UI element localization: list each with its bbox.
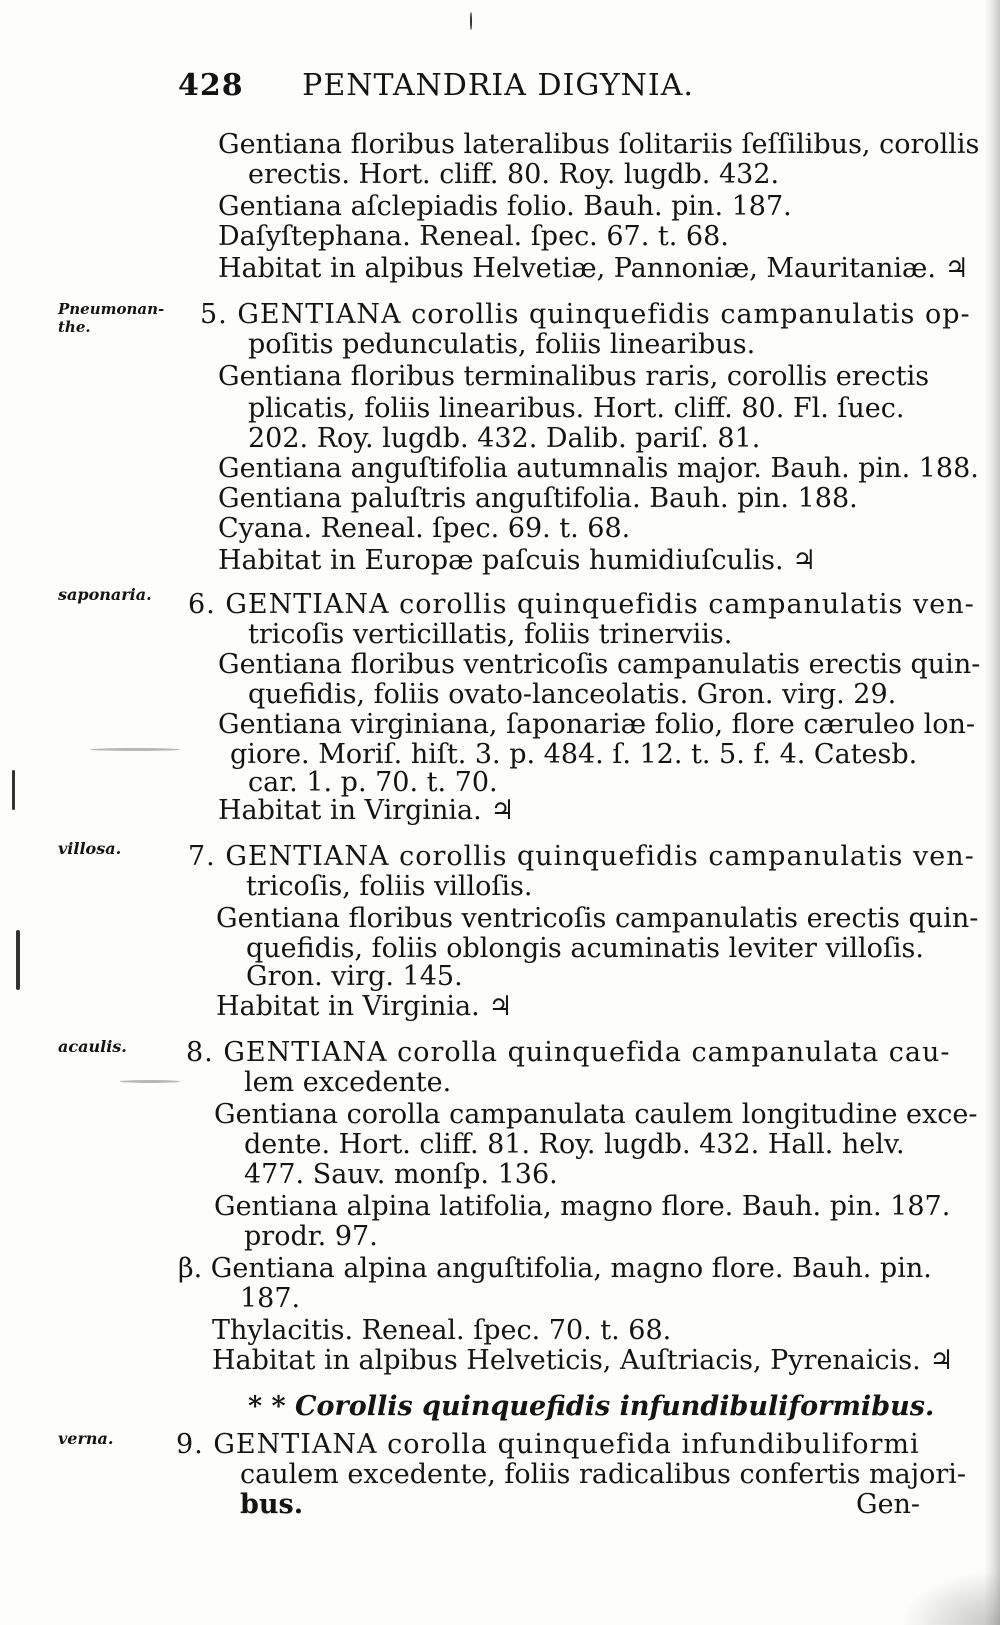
- text-line: caulem excedente, foliis radicalibus confertis majori-: [240, 1459, 967, 1490]
- text-line: 477. Sauv. monſp. 136.: [244, 1159, 558, 1190]
- margin-note-acaulis: acaulis.: [58, 1037, 127, 1056]
- text-line: Habitat in Virginia. ♃: [216, 991, 513, 1022]
- running-header: [178, 68, 694, 103]
- text-line: Gentiana paluſtris anguſtifolia. Bauh. pin. 188.: [218, 483, 858, 514]
- text-line: dente. Hort. cliff. 81. Roy. lugdb. 432. Hall. helv.: [244, 1129, 905, 1160]
- text-line: erectis. Hort. cliff. 80. Roy. lugdb. 432.: [248, 159, 780, 190]
- species-heading: 9. GENTIANA corolla quinquefida infundibuliformi: [176, 1429, 920, 1460]
- text-line: Gentiana anguſtifolia autumnalis major. Bauh. pin. 188.: [218, 453, 979, 484]
- margin-note-pneumonanthe: Pneumonan- the.: [58, 300, 165, 336]
- text-line: bus.: [240, 1489, 304, 1520]
- text-line: plicatis, foliis linearibus. Hort. cliff. 80. Fl. ſuec.: [248, 393, 905, 424]
- text-line: Gentiana aſclepiadis folio. Bauh. pin. 187.: [218, 191, 792, 222]
- text-line: Habitat in Virginia. ♃: [218, 795, 515, 826]
- text-line: lem excedente.: [244, 1067, 452, 1098]
- text-line: Gron. virg. 145.: [246, 961, 463, 992]
- page-edge-shadow: [984, 0, 1000, 1625]
- text-line: Habitat in alpibus Helvetiæ, Pannoniæ, Mauritaniæ. ♃: [218, 253, 969, 284]
- text-line: Gentiana virginiana, ſaponariæ folio, flore cæruleo lon-: [218, 709, 976, 740]
- scan-mark: [470, 12, 472, 30]
- text-line: Gentiana corolla campanulata caulem longitudine exce-: [214, 1099, 978, 1130]
- text-line: tricoſis, foliis villoſis.: [246, 871, 533, 902]
- text-line: Gentiana floribus ventricoſis campanulatis erectis quin-: [218, 649, 981, 680]
- text-line: Daſyſtephana. Reneal. ſpec. 67. t. 68.: [218, 221, 729, 252]
- running-title: PENTANDRIA DIGYNIA.: [302, 68, 694, 103]
- text-line: car. 1. p. 70. t. 70.: [248, 767, 498, 798]
- text-line: tricoſis verticillatis, foliis trinerviis.: [248, 619, 733, 650]
- species-heading: 8. GENTIANA corolla quinquefida campanulata cau-: [186, 1037, 951, 1068]
- margin-note-verna: verna.: [58, 1429, 114, 1448]
- corner-shadow: [900, 1570, 1000, 1625]
- text-line: quefidis, foliis ovato-lanceolatis. Gron. virg. 29.: [248, 679, 897, 710]
- text-line: Gentiana floribus lateralibus ſolitariis ſeſſilibus, corollis: [218, 129, 980, 160]
- text-line: Habitat in alpibus Helveticis, Auſtriacis, Pyrenaicis. ♃: [212, 1345, 954, 1376]
- scan-mark: [120, 1080, 180, 1083]
- text-line: prodr. 97.: [244, 1221, 378, 1252]
- text-line: quefidis, foliis oblongis acuminatis leviter villoſis.: [246, 933, 924, 964]
- species-heading: 6. GENTIANA corollis quinquefidis campanulatis ven-: [188, 589, 975, 620]
- species-heading: 7. GENTIANA corollis quinquefidis campanulatis ven-: [188, 841, 975, 872]
- text-line: Gentiana floribus terminalibus raris, corollis erectis: [218, 361, 930, 392]
- scan-mark: [12, 770, 15, 810]
- text-line: β. Gentiana alpina anguſtifolia, magno flore. Bauh. pin.: [178, 1253, 932, 1284]
- text-line: Cyana. Reneal. ſpec. 69. t. 68.: [218, 513, 631, 544]
- page-number: 428: [178, 68, 244, 103]
- section-heading: * * Corollis quinquefidis infundibuliformibus.: [248, 1391, 935, 1422]
- text-line: 187.: [240, 1283, 301, 1314]
- scan-mark: [90, 748, 180, 751]
- text-line: Gentiana floribus ventricoſis campanulatis erectis quin-: [216, 903, 979, 934]
- text-line: poſitis pedunculatis, foliis linearibus.: [248, 329, 756, 360]
- text-line: 202. Roy. lugdb. 432. Dalib. pariſ. 81.: [248, 423, 761, 454]
- text-line: giore. Moriſ. hiſt. 3. p. 484. ſ. 12. t. 5. f. 4. Catesb.: [230, 739, 918, 770]
- text-line: Thylacitis. Reneal. ſpec. 70. t. 68.: [212, 1315, 672, 1346]
- species-heading: 5. GENTIANA corollis quinquefidis campanulatis op-: [200, 299, 971, 330]
- text-line: Gentiana alpina latifolia, magno flore. Bauh. pin. 187.: [214, 1191, 951, 1222]
- scan-mark: [16, 930, 20, 990]
- catchword: Gen-: [856, 1489, 921, 1520]
- text-line: Habitat in Europæ paſcuis humidiuſculis. ♃: [218, 545, 817, 576]
- margin-note-villosa: villosa.: [58, 839, 122, 858]
- margin-note-saponaria: saponaria.: [58, 585, 152, 604]
